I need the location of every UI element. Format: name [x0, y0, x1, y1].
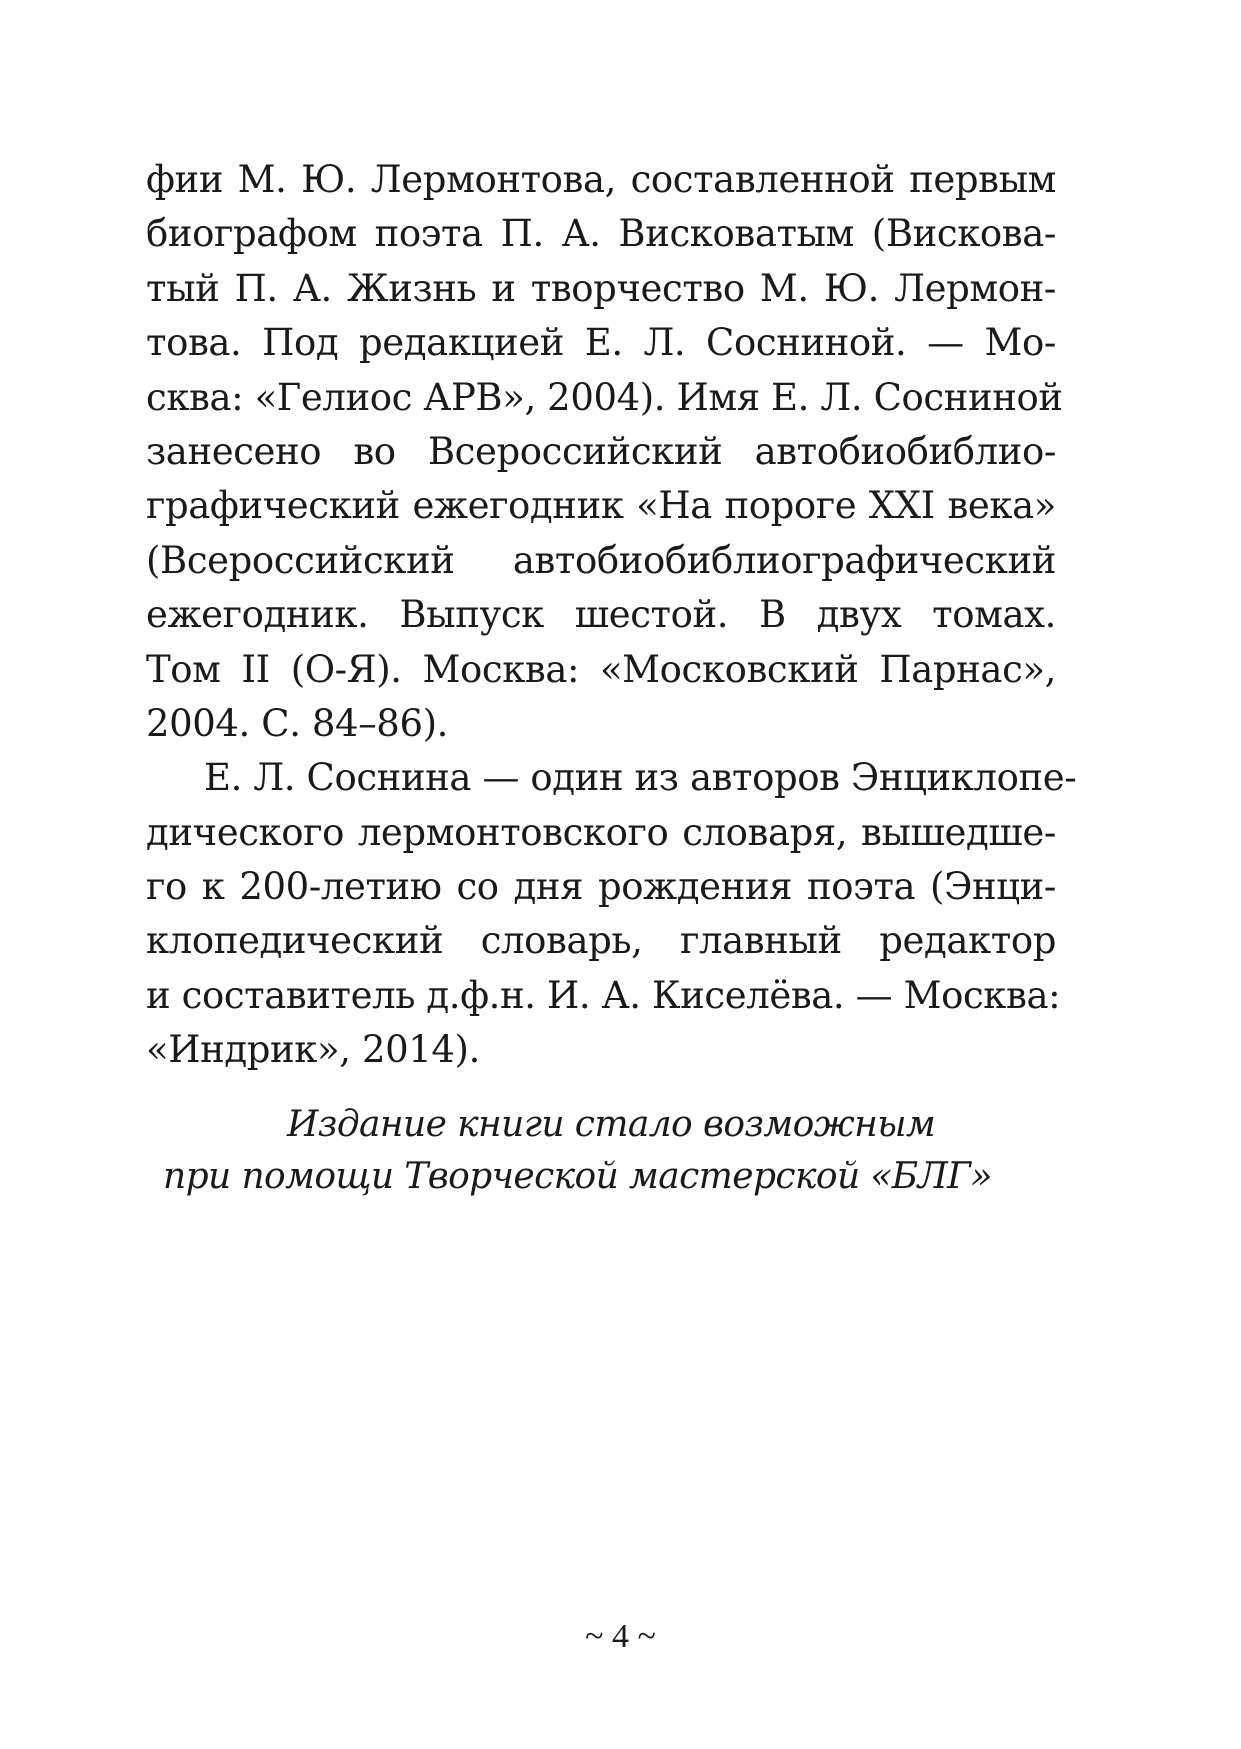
text-line: и составитель д.ф.н. И. А. Киселёва. — Москва:	[146, 973, 1061, 1017]
text-line: биографом поэта П. А. Висковатым (Вискова-	[146, 212, 1056, 256]
text-line: сква: «Гелиос АРВ», 2004). Имя Е. Л. Сосниной	[146, 375, 1063, 419]
text-line: клопедический словарь, главный редактор	[146, 919, 1056, 963]
text-line: дического лермонтовского словаря, вышедше-	[146, 810, 1056, 854]
page-number: ~ 4 ~	[585, 1618, 656, 1655]
text-line: графический ежегодник «На пороге XXI века»	[146, 484, 1056, 528]
text-line: ежегодник. Выпуск шестой. В двух томах.	[146, 593, 1056, 637]
credit-line-1: Издание книги стало возможным	[287, 1104, 936, 1145]
text-line: Е. Л. Соснина — один из авторов Энциклопе-	[204, 756, 1077, 800]
body-text	[146, 153, 1077, 1078]
text-line: Том II (О-Я). Москва: «Московский Парнас»,	[146, 647, 1056, 691]
publication-credit	[0, 1099, 1241, 1203]
credit-line-2: при помощи Творческой мастерской «БЛГ»	[163, 1156, 992, 1197]
text-line: това. Под редакцией Е. Л. Сосниной. — Мо-	[146, 321, 1056, 365]
text-line: фии М. Ю. Лермонтова, составленной первым	[146, 158, 1056, 201]
text-line: занесено во Всероссийский автобиобиблио-	[146, 429, 1056, 473]
text-line: го к 200-летию со дня рождения поэта (Энци-	[146, 865, 1056, 909]
text-line: (Всероссийский автобиобиблиографический	[146, 538, 1056, 582]
text-line: тый П. А. Жизнь и творчество М. Ю. Лермон-	[146, 266, 1056, 310]
text-line: 2004. С. 84–86).	[146, 701, 448, 745]
text-line: «Индрик», 2014).	[146, 1028, 480, 1072]
